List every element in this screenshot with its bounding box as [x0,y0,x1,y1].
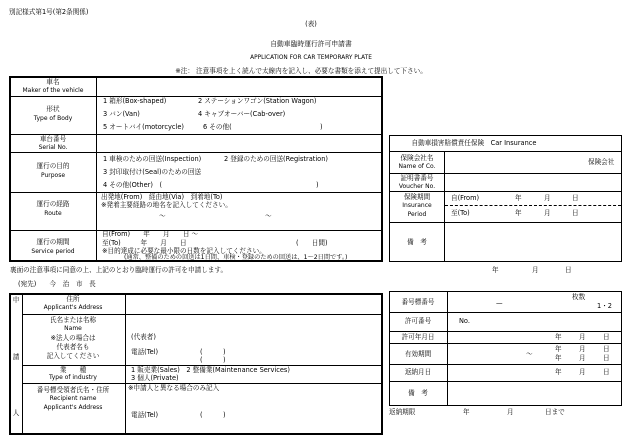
industry-option-private[interactable]: 3 個人(Private) [131,374,179,382]
front-side-label: (表) [305,20,317,28]
declaration-month: 月 [532,266,539,274]
valid-to-month: 月 [579,354,586,362]
insurance-from-year: 年 [515,194,522,202]
return-deadline-month: 月 [507,408,514,416]
sheets-value: 1・2 [597,302,612,310]
purpose-option-other[interactable]: 4 その他(Other) ( [103,181,163,189]
permit-date-month: 月 [579,333,586,341]
valid-from-day: 日 [603,345,610,353]
permit-number-prefix: No. [459,317,470,325]
page-title-english: APPLICATION FOR CAR TEMPORARY PLATE [250,55,372,61]
insurance-company-label: 保険会社名 [400,154,434,162]
return-deadline-until: 日まで [545,408,565,416]
maker-label-en: Maker of the vehicle [22,87,84,94]
route-separator-2: 〜 [265,212,272,220]
period-note-2: (通常、整備のための回送は1日間、車検・登録のための回送は、1〜2日間です。) [124,254,348,261]
return-deadline-year: 年 [463,408,470,416]
period-label: 運行の期間 [36,238,70,246]
voucher-label-en: Voucher No. [398,183,436,190]
recipient-label-en-2: Applicant's Address [43,404,103,411]
industry-label: 業 種 [59,366,87,374]
sheets-label: 枚数 [572,293,586,301]
recipient-tel-paren-open: ( [200,411,203,419]
tel-paren-close-2: ) [223,356,226,364]
purpose-option-registration[interactable]: 2 登録のための回送(Registration) [224,155,328,163]
route-separator-1: 〜 [159,212,166,220]
plate-number-label: 番号標番号 [401,298,435,306]
body-option-van[interactable]: 3 バン(Van) [103,110,140,118]
insurance-to-day: 日 [572,209,579,217]
form-number: 別記様式第1号(第2条関係) [9,8,89,16]
purpose-option-other-close: ) [316,181,319,189]
valid-to-year: 年 [555,354,562,362]
name-field[interactable] [126,315,382,331]
applicant-side-3: 人 [12,409,20,417]
tel-label: 電話(Tel) [131,348,159,356]
body-option-cabover[interactable]: 4 キャブオーバー(Cab-over) [198,110,286,118]
insurance-period-label-en2: Period [407,211,427,218]
period-note: ※目的達成に必要な最小限の日数を記入してください。 [102,247,266,255]
body-type-label-en: Type of Body [33,115,73,122]
serial-label-en: Serial No. [38,144,68,151]
valid-from-year: 年 [555,345,562,353]
insurance-to[interactable]: 至(To) [451,209,470,217]
serial-label: 車台番号 [39,135,67,143]
recipient-tel-paren-close: ) [223,411,226,419]
valid-period-tilde: 〜 [526,350,533,358]
return-date-month: 月 [579,368,586,376]
header-note: ※注： 注意事項を上く読んで太線内を記入し、必要な書類を添えて提出して下さい。 [175,67,427,75]
body-option-box[interactable]: 1 箱形(Box-shaped) [103,97,167,105]
period-label-en: Service period [31,248,75,255]
name-note-3: 記入してください [46,352,100,360]
return-deadline-label: 返納期限 [389,408,416,416]
office-remarks-field[interactable] [448,382,621,405]
insurance-company-label-en: Name of Co. [398,163,436,170]
insurance-remarks-field[interactable] [445,223,621,261]
name-label: 氏名または名称 [49,316,97,324]
insurance-to-month: 月 [544,209,551,217]
insurance-period-label: 保険期間 [403,193,431,201]
recipient-label: 番号標受領者氏名・住所 [36,386,110,394]
permit-date-label: 許可年月日 [401,333,435,341]
industry-options[interactable]: 1 販売業(Sales) 2 整備業(Maintenance Services) [131,366,290,374]
valid-period-label: 有効期間 [404,350,432,358]
insurance-period-label-en1: Insurance [402,202,432,209]
body-option-other[interactable]: 6 その他( [203,123,232,131]
address-label-en: Applicant's Address [43,304,103,311]
representative-label: (代表者) [131,333,156,341]
valid-to-day: 日 [603,354,610,362]
permit-number-label: 許可番号 [404,317,432,325]
purpose-option-seal[interactable]: 3 封印取付け(Seal)のための回送 [103,168,202,176]
route-header: 出発地(From) 経由地(Via) 到着地(To) [101,193,223,201]
period-from[interactable]: 自(From) 年 月 日 〜 [102,230,199,238]
valid-from-month: 月 [579,345,586,353]
maker-label: 車名 [46,78,60,86]
purpose-label-en: Purpose [40,172,66,179]
tel-paren-open-2: ( [200,356,203,364]
insurance-from[interactable]: 自(From) [451,194,480,202]
insurance-company-suffix: 保険会社 [588,158,615,166]
purpose-label: 運行の目的 [36,162,70,170]
name-note-2: 代表者名も [56,343,90,351]
tel-paren-close: ) [223,348,226,356]
insurance-remarks-label: 備 考 [407,238,427,246]
insurance-title: 自動車損害賠償責任保険 Car Insurance [411,139,537,147]
declaration-text: 裏面の注意事項に同意の上、上記のとおり臨時運行の許可を申請します。 [10,266,228,274]
insurance-to-year: 年 [515,209,522,217]
plate-number-dash: — [496,299,503,307]
tel-paren-open: ( [200,348,203,356]
route-label-en: Route [44,210,62,217]
body-option-wagon[interactable]: 2 ステーションワゴン(Station Wagon) [198,97,317,105]
permit-date-year: 年 [555,333,562,341]
serial-field[interactable] [97,135,382,152]
page-title: 自動車臨時運行許可申請書 [270,40,352,48]
recipient-label-en-1: Recipient name [49,395,97,402]
recipient-note: ※申請人と異なる場合のみ記入 [128,384,220,392]
voucher-label: 証明書番号 [400,174,434,182]
purpose-option-inspection[interactable]: 1 車検のための回送(Inspection) [103,155,202,163]
return-date-label: 返納月日 [404,368,432,376]
insurance-from-month: 月 [544,194,551,202]
declaration-year: 年 [492,266,499,274]
address-label: 住所 [66,295,80,303]
voucher-field[interactable] [445,174,621,191]
industry-label-en: Type of industry [49,374,97,381]
recipient-tel-label: 電話(Tel) [131,411,159,419]
applicant-side-1: 申 [12,296,20,304]
body-option-other-close: ) [320,123,323,131]
maker-field[interactable] [97,77,382,96]
declaration-day: 日 [565,266,572,274]
insurance-from-day: 日 [572,194,579,202]
addressee: (宛先) 今 治 市 長 [18,280,96,288]
body-option-motorcycle[interactable]: 5 オートバイ(motorcycle) [103,123,184,131]
address-field[interactable] [126,294,382,314]
route-label: 運行の経路 [36,200,70,208]
name-note-1: ※法人の場合は [50,334,96,342]
return-date-year: 年 [555,368,562,376]
period-days[interactable]: ( 日間) [296,239,328,247]
route-note: ※発着主要経路の地名を記入してください。 [101,201,232,209]
name-label-en: Name [64,325,82,332]
permit-date-day: 日 [603,333,610,341]
applicant-side-2: 請 [12,353,20,361]
period-to[interactable]: 至(To) 年 月 日 [102,239,187,247]
office-remarks-label: 備 考 [408,389,428,397]
body-type-label: 形状 [46,105,60,113]
return-date-day: 日 [603,368,610,376]
